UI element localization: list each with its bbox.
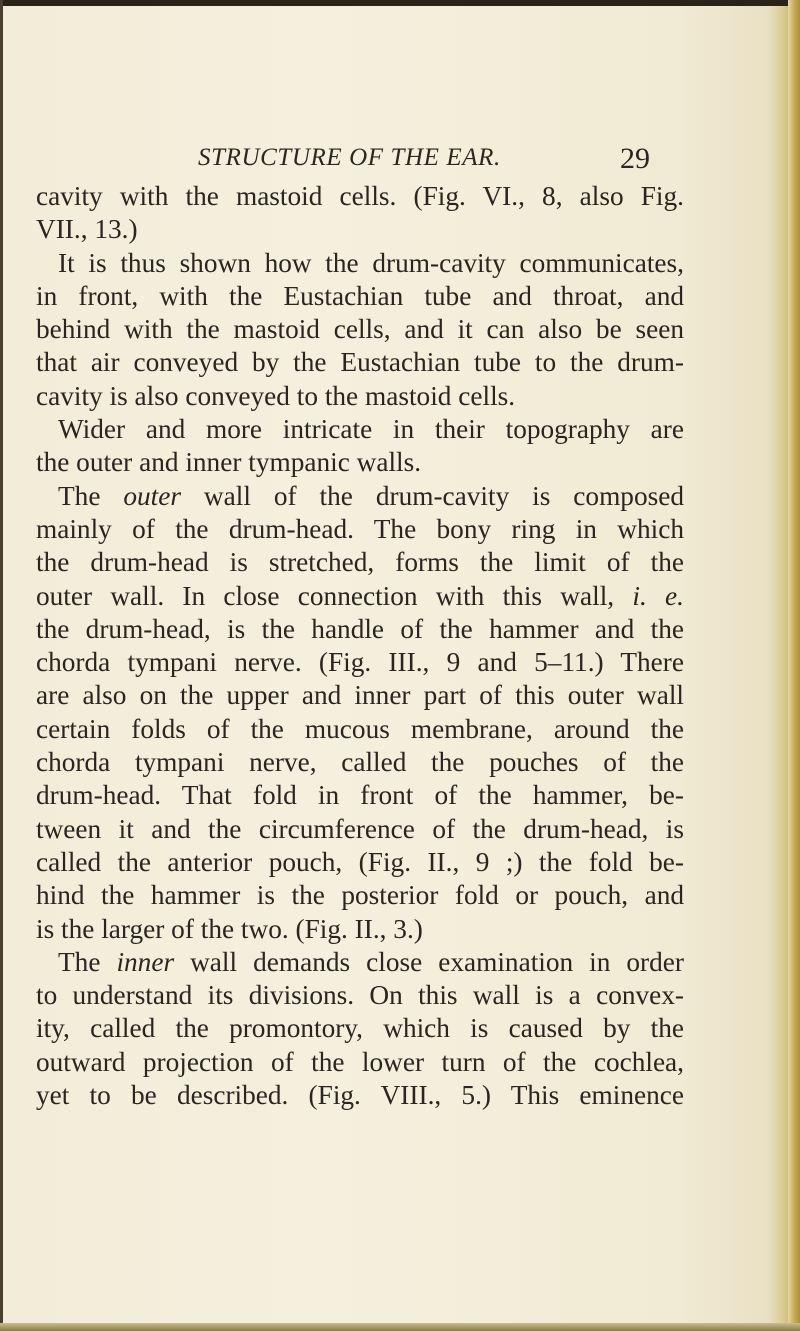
text-line: the drum-head is stretched, forms the limit of the bbox=[36, 547, 684, 578]
text-line: yet to be described. (Fig. VIII., 5.) This eminence bbox=[36, 1080, 684, 1111]
italic-term: i. e. bbox=[632, 580, 684, 611]
page-number: 29 bbox=[620, 142, 650, 175]
text-line: to understand its divisions. On this wall is a convex- bbox=[36, 980, 684, 1011]
text-line bbox=[36, 480, 684, 513]
text-line: called the anterior pouch, (Fig. II., 9 ;) the fold be- bbox=[36, 846, 684, 877]
text-line: hind the hammer is the posterior fold or pouch, and bbox=[36, 880, 684, 911]
text-line: chorda tympani nerve, called the pouches of the bbox=[36, 747, 684, 778]
text-segment: wall of the drum-cavity is composed bbox=[181, 480, 684, 511]
text-line: mainly of the drum-head. The bony ring in which bbox=[36, 513, 684, 544]
text-line: the outer and inner tympanic walls. bbox=[36, 447, 422, 478]
page-right-gilt-edge bbox=[788, 0, 800, 1331]
text-line: that air conveyed by the Eustachian tube to the drum- bbox=[36, 347, 684, 378]
page-top-edge bbox=[0, 0, 800, 6]
running-head bbox=[198, 144, 678, 184]
italic-term: inner bbox=[116, 946, 175, 977]
text-line: the drum-head, is the handle of the hammer and the bbox=[36, 613, 684, 644]
text-line: chorda tympani nerve. (Fig. III., 9 and 5–11.) There bbox=[36, 647, 684, 678]
text-line: outward projection of the lower turn of the cochlea, bbox=[36, 1046, 684, 1077]
body-text bbox=[36, 180, 684, 1112]
text-line: cavity with the mastoid cells. (Fig. VI., 8, also Fig. bbox=[36, 181, 684, 211]
text-line: It is thus shown how the drum-cavity communicates, bbox=[58, 247, 684, 278]
page-left-edge bbox=[0, 0, 3, 1331]
text-line: are also on the upper and inner part of this outer wall bbox=[36, 680, 684, 711]
text-line: behind with the mastoid cells, and it can also be seen bbox=[36, 314, 684, 345]
text-line bbox=[36, 580, 684, 613]
text-line: Wider and more intricate in their topography are bbox=[58, 414, 684, 445]
text-segment: The bbox=[58, 480, 124, 511]
text-line: in front, with the Eustachian tube and throat, and bbox=[36, 280, 684, 311]
text-segment: The bbox=[58, 946, 117, 977]
text-line: ity, called the promontory, which is caused by the bbox=[36, 1013, 684, 1044]
text-line: is the larger of the two. (Fig. II., 3.) bbox=[36, 913, 423, 944]
text-line: VII., 13.) bbox=[36, 214, 138, 245]
running-head-title: STRUCTURE OF THE EAR. bbox=[198, 144, 501, 171]
text-line: drum-head. That fold in front of the hammer, be- bbox=[36, 780, 684, 811]
text-line: certain folds of the mucous membrane, around the bbox=[36, 713, 684, 744]
italic-term: outer bbox=[123, 480, 181, 511]
text-segment: wall demands close examination in order bbox=[174, 946, 685, 977]
text-segment: outer wall. In close connection with this wall, bbox=[36, 580, 633, 611]
text-line: cavity is also conveyed to the mastoid cells. bbox=[36, 380, 516, 411]
text-line: tween it and the circumference of the drum-head, is bbox=[36, 813, 684, 844]
text-line bbox=[36, 946, 684, 979]
page-bottom-edge bbox=[0, 1323, 800, 1331]
